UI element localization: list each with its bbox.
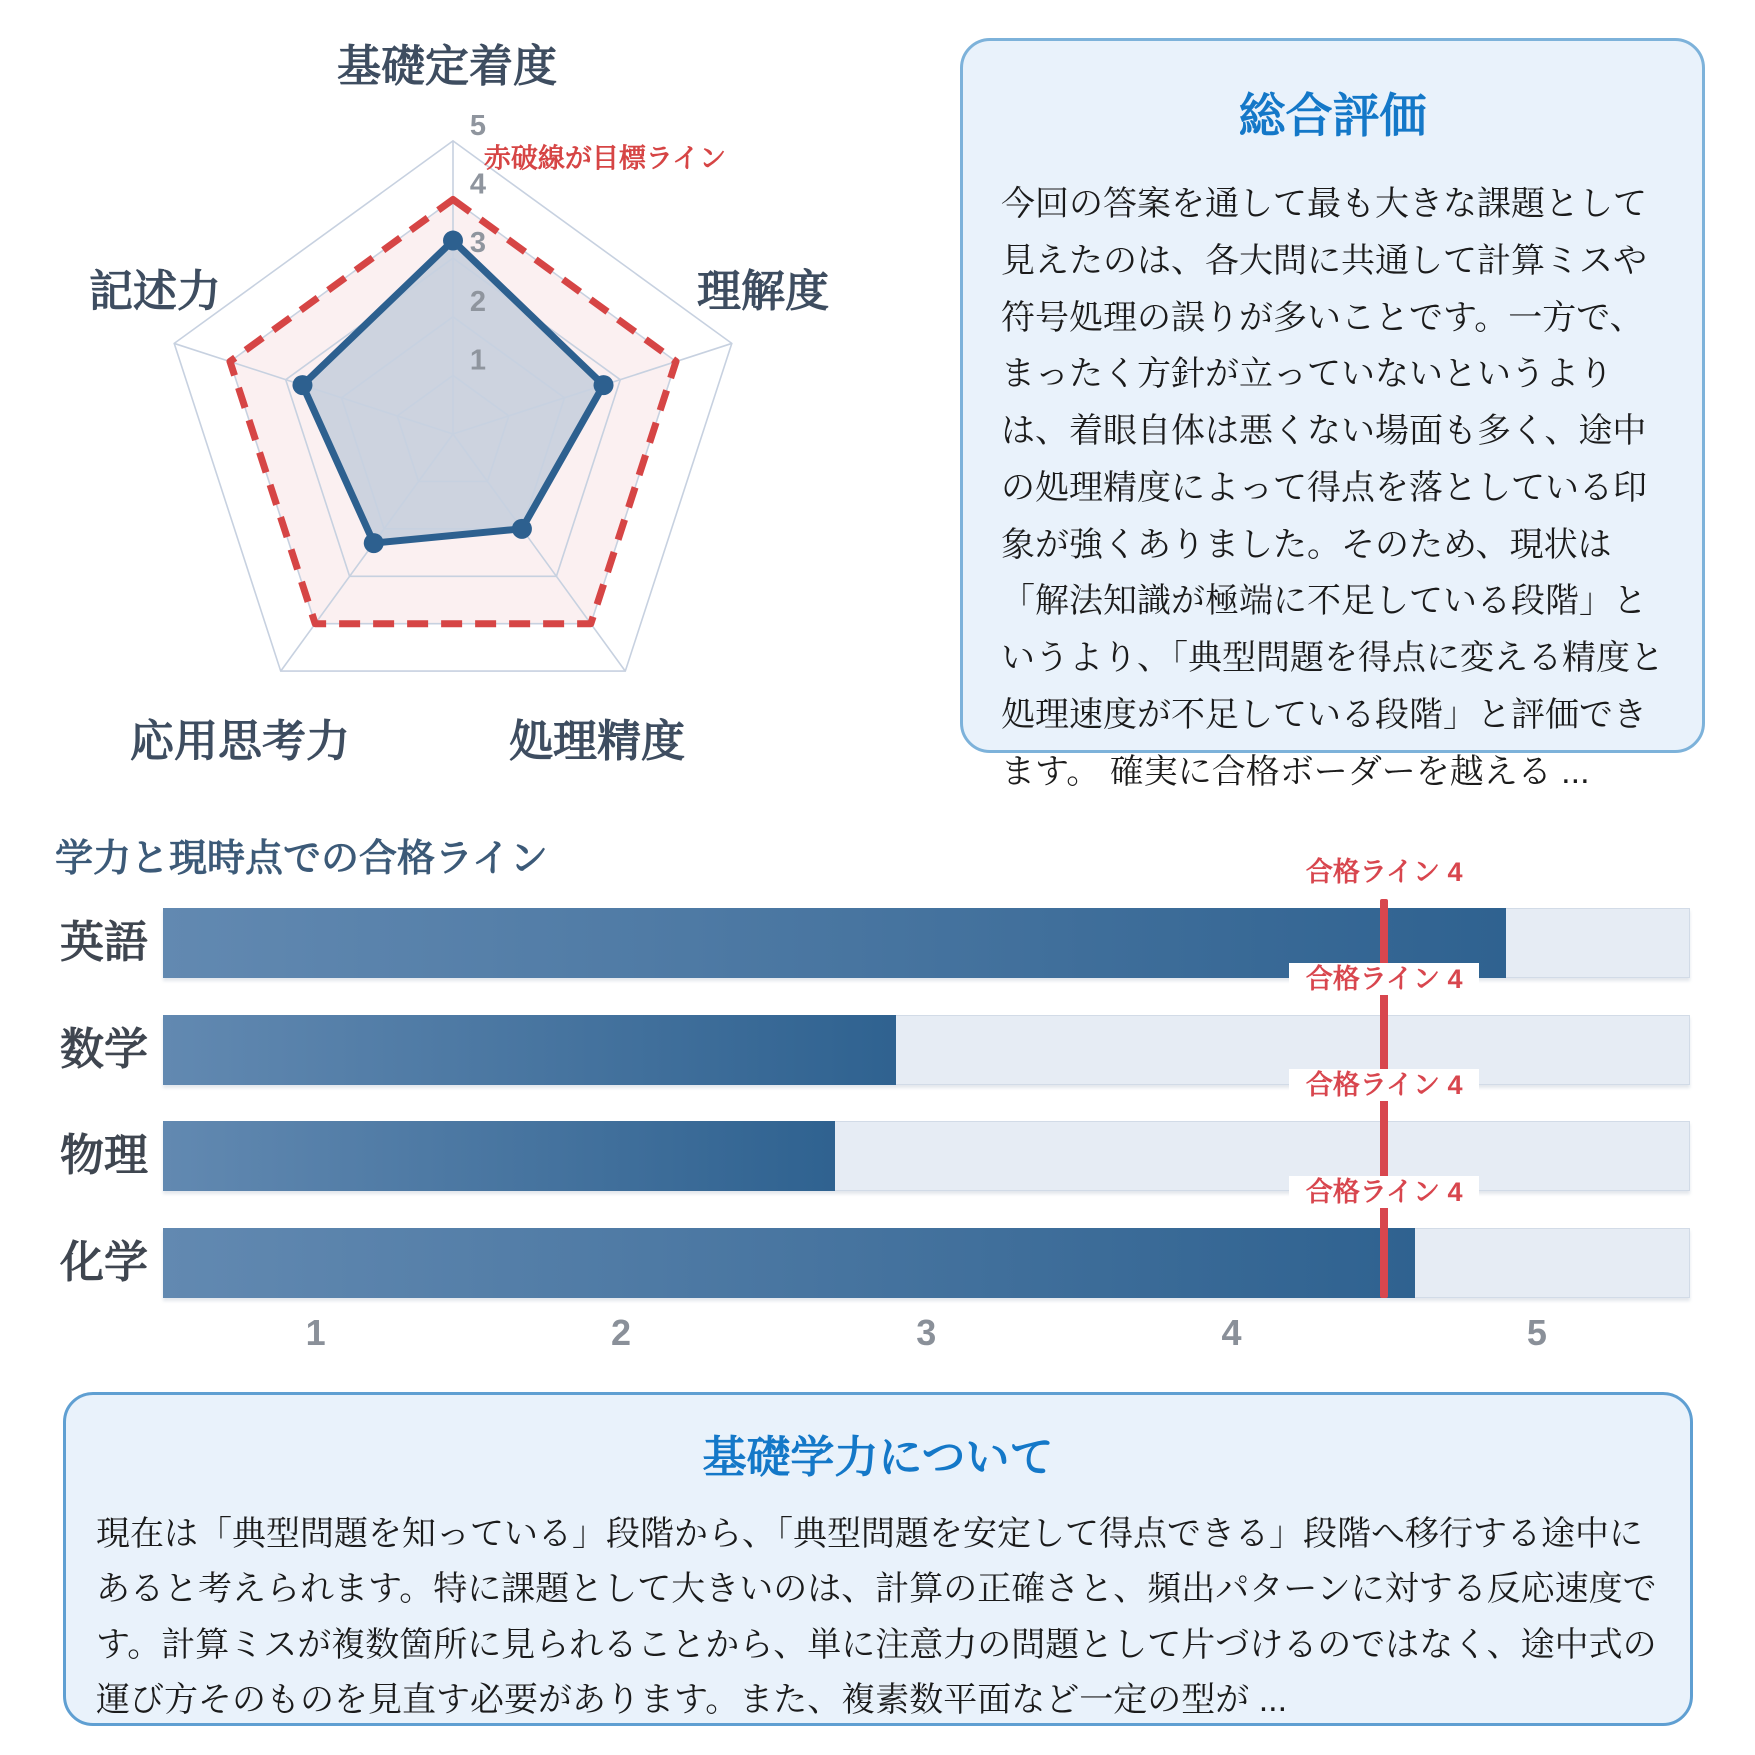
bar-value (163, 1228, 1415, 1298)
overall-evaluation-title: 総合評価 (1238, 89, 1427, 142)
x-tick-label: 1 (305, 1312, 326, 1353)
radar-ring-label: 5 (469, 109, 487, 142)
radar-data-point (443, 231, 463, 251)
radar-data-point (292, 375, 312, 395)
x-tick-label: 5 (1526, 1312, 1547, 1353)
pass-line-label: 合格ライン 4 (1289, 856, 1479, 888)
radar-data-point (364, 533, 384, 553)
overall-evaluation-box (960, 38, 1705, 791)
pass-line-label: 合格ライン 4 (1289, 1176, 1479, 1208)
x-tick-label: 3 (916, 1312, 937, 1353)
bar-value (163, 1015, 896, 1085)
bar-subject-label: 英語 (60, 918, 148, 967)
radar-axis-label: 記述力 (89, 267, 221, 316)
radar-axis-label: 処理精度 (509, 717, 685, 766)
radar-data-point (594, 375, 614, 395)
radar-chart (0, 0, 900, 780)
bar-subject-label: 数学 (60, 1024, 148, 1074)
bar-chart-title: 学力と現時点での合格ライン (55, 838, 548, 880)
bar-subject-label: 化学 (60, 1237, 148, 1287)
radar-ring-label: 1 (469, 344, 487, 377)
basic-skills-box (63, 1392, 1693, 1726)
basic-skills-body: 現在は「典型問題を知っている」段階から、「典型問題を安定して得点できる」段階へ移行する途中にあると考えられます。特に課題として大きいのは、計算の正確さと、頻出パターンに対する反応速度です。計算ミスが複数箇所に見られることから、単に注意力の問題として片づけるのではなく、途中式の運び方そのものを見直す必要があります。また、複素数平面など一定の型が ... (96, 1515, 1657, 1720)
radar-ring-label: 2 (469, 285, 487, 318)
radar-data-point (512, 519, 532, 539)
radar-ring-label: 4 (469, 168, 487, 201)
radar-axis-label: 基礎定着度 (337, 42, 557, 91)
pass-line-label: 合格ライン 4 (1289, 1069, 1479, 1101)
bar-value (163, 1121, 835, 1191)
radar-axis-label: 理解度 (697, 267, 829, 316)
overall-evaluation-body: 今回の答案を通して最も大きな課題として見えたのは、各大問に共通して計算ミスや符号処理の誤りが多いことです。一方で、まったく方針が立っていないというよりは、着眼自体は悪くない場面も多く、途中の処理精度によって得点を落としている印象が強くありました。そのため、現状は「解法知識が極端に不足している段階」というより、「典型問題を得点に変える精度と処理速度が不足している段階」と評価できます。 確実に合格ボーダーを越える ... (1001, 185, 1664, 791)
basic-skills-title: 基礎学力について (702, 1433, 1054, 1482)
radar-target-legend: 赤破線が目標ライン (483, 143, 727, 174)
bar-subject-label: 物理 (60, 1131, 148, 1181)
x-tick-label: 2 (610, 1312, 632, 1353)
x-tick-label: 4 (1221, 1312, 1242, 1353)
radar-ring-label: 3 (469, 227, 487, 260)
radar-axis-label: 応用思考力 (130, 717, 350, 766)
pass-line-label: 合格ライン 4 (1289, 963, 1479, 995)
